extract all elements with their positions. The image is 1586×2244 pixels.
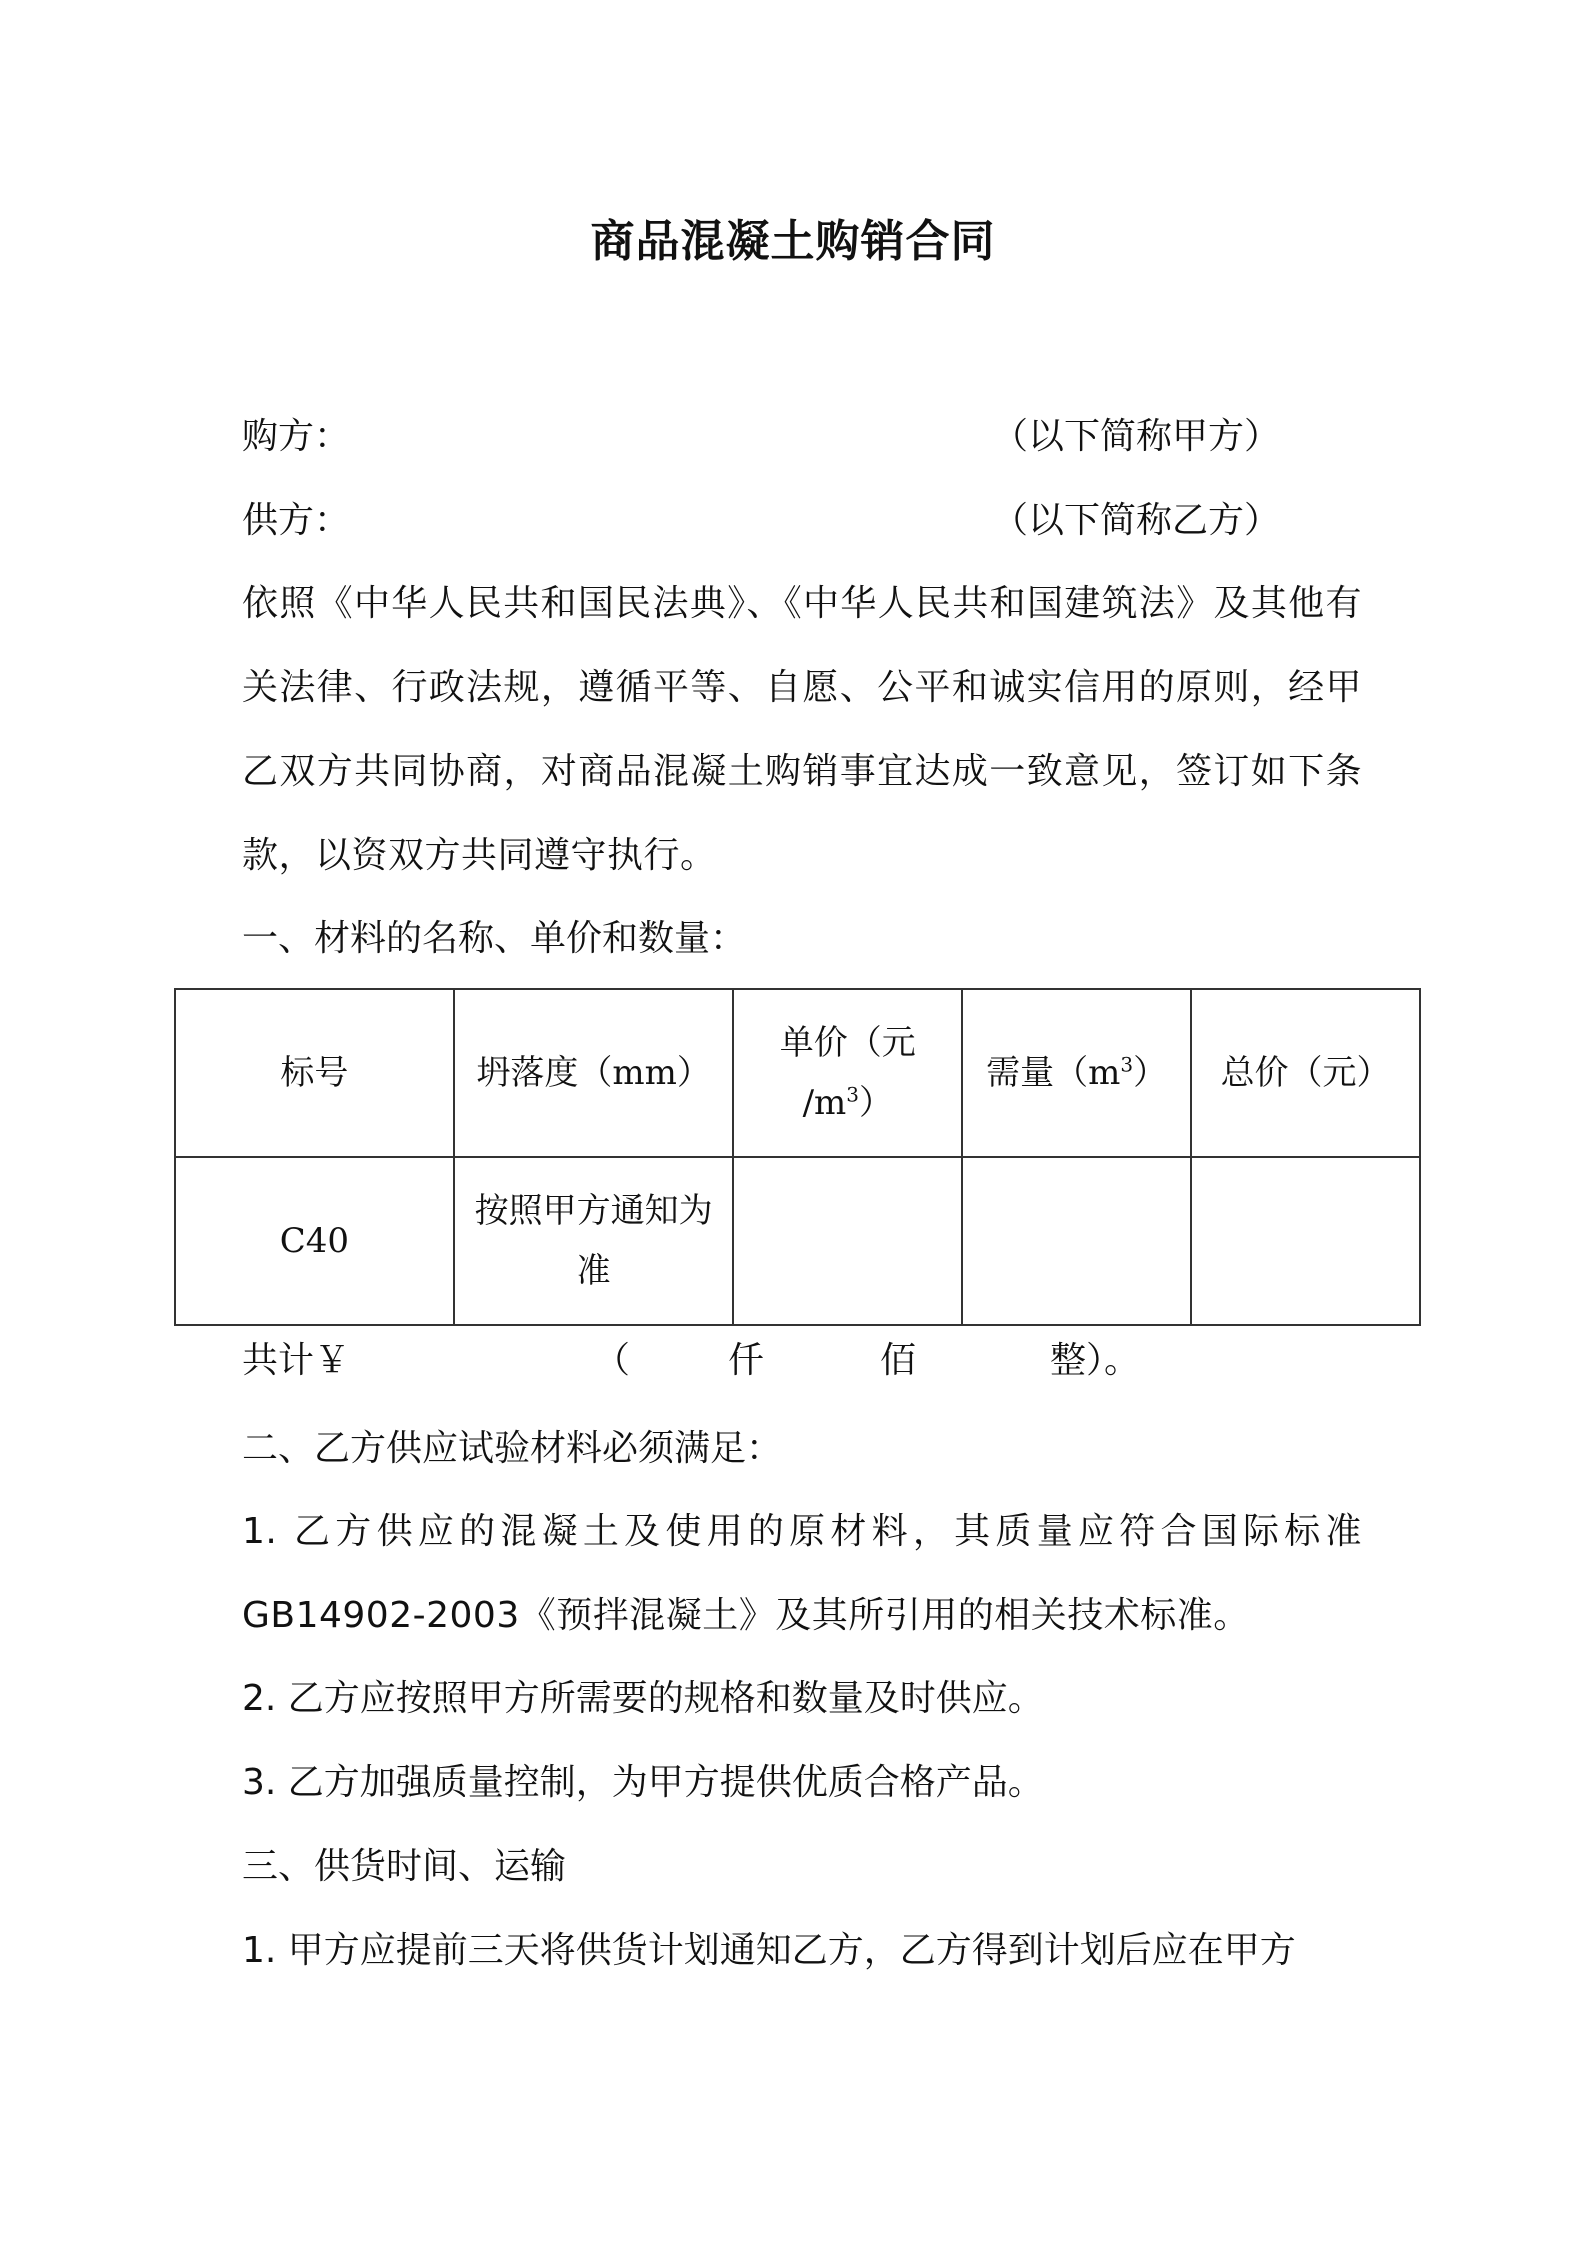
section3-item1: 1. 甲方应提前三天将供货计划通知乙方，乙方得到计划后应在甲方 (242, 1930, 1296, 1971)
cell-quantity (962, 1157, 1191, 1325)
section3-heading: 三、供货时间、运输 (242, 1846, 567, 1887)
intro-paragraph: 依照《中华人民共和国民法典》、《中华人民共和国建筑法》及其他有关法律、行政法规，遵循平等、自愿、公平和诚实信用的原则，经甲乙双方共同协商，对商品混凝土购销事宜达成一致意见，签订如下条款，以资双方共同遵守执行。 (242, 583, 1362, 876)
materials-table (174, 988, 1421, 1326)
section2-item3: 3. 乙方加强质量控制，为甲方提供优质合格产品。 (242, 1762, 1044, 1803)
total-zheng: 整）。 (1050, 1340, 1141, 1381)
header-unit-price-sup: 3 (846, 1082, 860, 1107)
total-qian: 仟 (728, 1340, 765, 1381)
header-quantity-text: 需量（m (986, 1053, 1121, 1093)
buyer-label: 购方： (242, 416, 351, 457)
seller-note: （以下简称乙方） (992, 500, 1281, 541)
header-total: 总价（元） (1191, 989, 1420, 1157)
cell-total (1191, 1157, 1420, 1325)
header-unit-price-close: ） (859, 1083, 894, 1123)
total-open: （ (594, 1340, 631, 1381)
header-unit-price (733, 989, 962, 1157)
table-row (175, 1157, 1420, 1325)
section2-heading: 二、乙方供应试验材料必须满足： (242, 1428, 783, 1469)
seller-label: 供方： (242, 500, 351, 541)
header-grade: 标号 (175, 989, 454, 1157)
header-quantity-sup: 3 (1120, 1052, 1134, 1077)
header-slump: 坍落度（mm） (454, 989, 734, 1157)
section2-item1: 1. 乙方供应的混凝土及使用的原材料，其质量应符合国际标准GB14902-2003《预拌混凝土》及其所引用的相关技术标准。 (242, 1511, 1362, 1636)
cell-unit-price (733, 1157, 962, 1325)
header-unit-price-line1: 单价（元 (779, 1023, 916, 1063)
table-header-row (175, 989, 1420, 1157)
section1-heading: 一、材料的名称、单价和数量： (242, 918, 747, 959)
header-quantity-close: ） (1133, 1053, 1168, 1093)
contract-title: 商品混凝土购销合同 (590, 216, 996, 267)
total-bai: 佰 (880, 1340, 917, 1381)
section2-item2: 2. 乙方应按照甲方所需要的规格和数量及时供应。 (242, 1678, 1044, 1719)
cell-grade: C40 (175, 1157, 454, 1325)
cell-slump: 按照甲方通知为准 (454, 1157, 734, 1325)
header-unit-price-line2: /m (802, 1083, 847, 1123)
total-label: 共计￥ (242, 1340, 351, 1381)
buyer-note: （以下简称甲方） (992, 416, 1281, 457)
header-quantity (962, 989, 1191, 1157)
